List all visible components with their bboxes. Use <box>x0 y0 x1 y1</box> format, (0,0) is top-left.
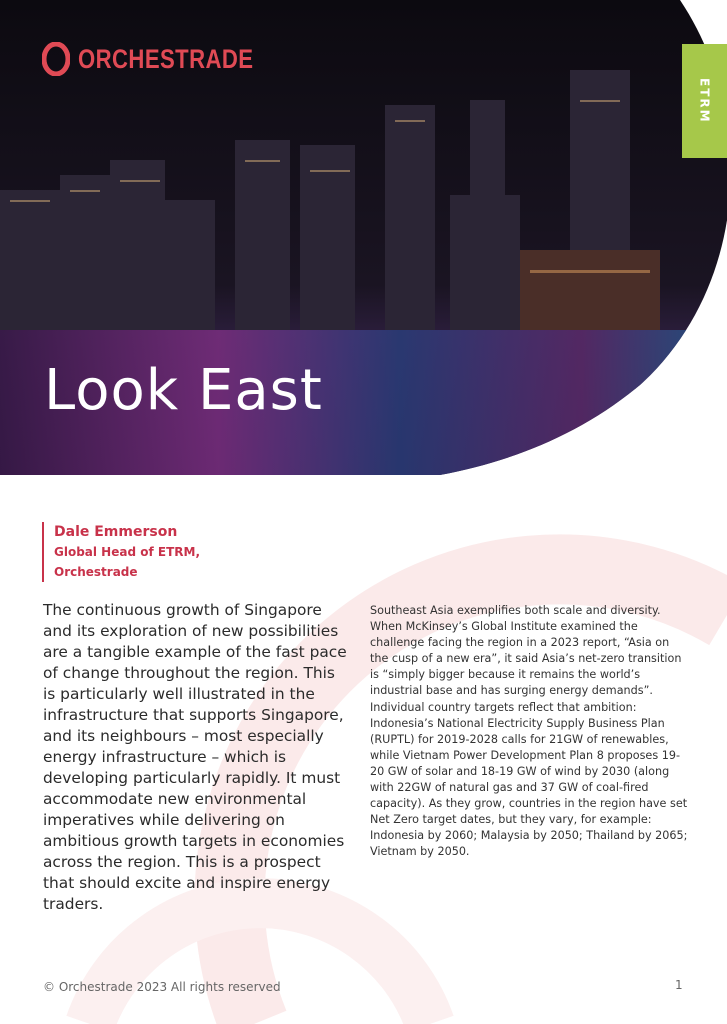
page-number: 1 <box>675 978 683 992</box>
category-tab-etrm <box>682 44 727 158</box>
author-company: Orchestrade <box>54 565 138 579</box>
orchestrade-logo-icon <box>42 42 70 76</box>
lead-paragraph: The continuous growth of Singapore and its exploration of new possibilities are a tangible example of the fast pace of change throughout the region. This is particularly well illustrated in the infrastructure that supports Singapore, and its neighbours – most especially energy infrastructure – which is developing particularly rapidly. It must accommodate new environmental imperatives while delivering on ambitious growth targets in economies across the region. This is a prospect that should excite and inspire energy traders. <box>43 601 347 913</box>
author-name: Dale Emmerson <box>54 524 178 540</box>
orchestrade-logo <box>42 42 292 76</box>
page-title: Look East <box>44 358 323 423</box>
body-paragraph: Southeast Asia exemplifies both scale and diversity. When McKinsey’s Global Institute examined the challenge facing the region in a 2023 report, “Asia on the cusp of a new era”, it said Asia’s net-zero transition is “simply bigger because it remains the world’s industrial base and has surging energy demands”. Individual country targets reflect that ambition: Indonesia’s National Electricity Supply Business Plan (RUPTL) for 2019-2028 calls for 21GW of renewables, while Vietnam Power Development Plan 8 proposes 19-20 GW of solar and 18-19 GW of wind by 2030 (along with 22GW of natural gas and 37 GW of coal-fired capacity). As they grow, countries in the region have set Net Zero target dates, but they vary, for example: Indonesia by 2060; Malaysia by 2050; Thailand by 2065; Vietnam by 2050. <box>370 604 688 859</box>
category-tab-label: ETRM <box>697 78 712 124</box>
author-block <box>42 522 200 582</box>
author-role: Global Head of ETRM, <box>54 545 200 559</box>
copyright-footer: © Orchestrade 2023 All rights reserved <box>43 980 281 994</box>
brand-name: ORCHESTRADE <box>78 43 254 74</box>
